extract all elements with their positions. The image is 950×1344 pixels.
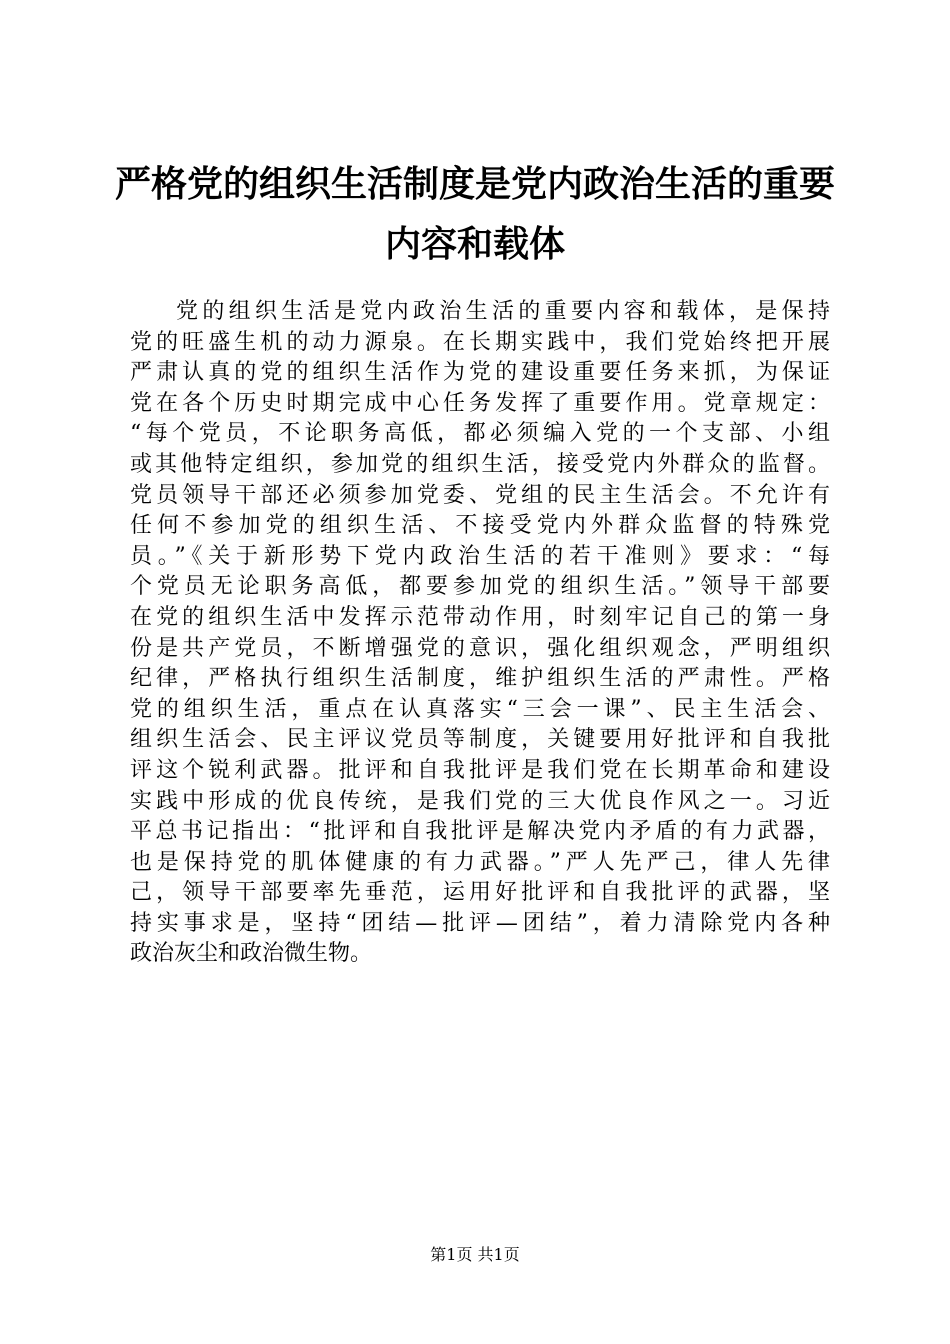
body-line: 政治灰尘和政治微生物。 [130,941,373,967]
body-line: 个党员无论职务高低，都要参加党的组织生活。”领导干部要 [130,574,830,600]
body-line: 在党的组织生活中发挥示范带动作用，时刻牢记自己的第一身 [130,604,830,630]
body-line: 也是保持党的肌体健康的有力武器。”严人先严己，律人先律 [130,849,830,875]
body-line: 持实事求是，坚持“团结—批评—团结”，着力清除党内各种 [130,910,830,936]
body-line: 党的组织生活，重点在认真落实“三会一课”、民主生活会、 [130,696,830,722]
document-body [130,297,830,970]
page-footer: 第1页 共1页 [430,1245,520,1264]
body-line: 员。”《关于新形势下党内政治生活的若干准则》要求：“每 [130,543,830,569]
body-line: 党的旺盛生机的动力源泉。在长期实践中，我们党始终把开展 [130,329,830,355]
body-line: 组织生活会、民主评议党员等制度，关键要用好批评和自我批 [130,727,830,753]
body-line: 党的组织生活是党内政治生活的重要内容和载体，是保持 [176,299,830,324]
body-line: 纪律，严格执行组织生活制度，维护组织生活的严肃性。严格 [130,666,830,692]
body-line: “每个党员，不论职务高低，都必须编入党的一个支部、小组 [130,421,830,447]
body-line: 平总书记指出：“批评和自我批评是解决党内矛盾的有力武器， [130,819,830,845]
body-line: 任何不参加党的组织生活、不接受党内外群众监督的特殊党 [130,513,830,539]
body-line: 党员领导干部还必须参加党委、党组的民主生活会。不允许有 [130,482,830,508]
body-line: 份是共产党员，不断增强党的意识，强化组织观念，严明组织 [130,635,830,661]
body-line: 或其他特定组织，参加党的组织生活，接受党内外群众的监督。 [130,451,830,477]
body-line: 评这个锐利武器。批评和自我批评是我们党在长期革命和建设 [130,757,830,783]
document-title-line-2: 内容和载体 [384,223,565,265]
body-line: 己，领导干部要率先垂范，运用好批评和自我批评的武器，坚 [130,880,830,906]
body-line: 党在各个历史时期完成中心任务发挥了重要作用。党章规定： [130,390,830,416]
document-title-line-1: 严格党的组织生活制度是党内政治生活的重要 [114,163,835,205]
body-line: 实践中形成的优良传统，是我们党的三大优良作风之一。习近 [130,788,830,814]
body-line: 严肃认真的党的组织生活作为党的建设重要任务来抓，为保证 [130,360,830,386]
